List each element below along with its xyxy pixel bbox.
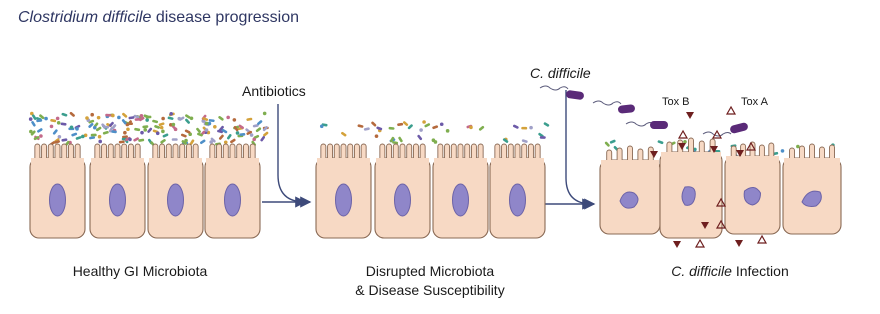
- epithelial-cell: [375, 144, 430, 238]
- tox-a-label: Tox A: [741, 96, 768, 108]
- stage-infection-species: C. difficile: [671, 263, 732, 279]
- healthy-epithelium: [29, 111, 269, 238]
- epithelial-cell: [783, 144, 841, 234]
- epithelial-cell: [205, 144, 260, 238]
- epithelial-cell: [490, 144, 545, 238]
- cell-nucleus: [744, 187, 760, 205]
- cell-nucleus: [510, 184, 526, 216]
- microbiota: [320, 120, 550, 144]
- epithelial-cell: [148, 144, 203, 238]
- cell-nucleus: [453, 184, 469, 216]
- stage-healthy-label: Healthy GI Microbiota: [72, 263, 208, 279]
- epithelial-cell: [725, 142, 780, 234]
- stage-disrupted-line1: Disrupted Microbiota: [365, 263, 495, 279]
- epithelial-cell: [30, 144, 85, 238]
- antibiotics-arrow: [278, 104, 305, 202]
- microbiota: [29, 111, 269, 147]
- tox-a-legend-marker: [727, 107, 735, 114]
- stage-disrupted-line2: & Disease Susceptibility: [355, 282, 505, 298]
- disrupted-epithelium: [316, 120, 550, 238]
- cell-nucleus: [395, 184, 411, 216]
- stage-infection-label: [620, 262, 840, 281]
- antibiotics-label: Antibiotics: [242, 83, 306, 99]
- stage-infection-rest: Infection: [735, 263, 789, 279]
- cell-nucleus: [225, 184, 241, 216]
- epithelial-cell: [660, 138, 722, 238]
- title-rest: disease progression: [155, 9, 300, 26]
- tox-b-label: Tox B: [662, 96, 690, 108]
- title-species: Clostridium difficile: [18, 9, 152, 26]
- cell-nucleus: [168, 184, 184, 216]
- cdiff-bacteria: [540, 86, 749, 136]
- stage-disrupted-label: [320, 262, 540, 300]
- epithelial-cell: [316, 144, 371, 238]
- cell-nucleus: [682, 187, 695, 206]
- epithelial-cell: [600, 146, 660, 234]
- epithelial-cell: [433, 144, 488, 238]
- epithelial-cell: [90, 144, 145, 238]
- cdiff-arrow: [566, 90, 592, 204]
- cell-nucleus: [50, 184, 66, 216]
- cell-nucleus: [110, 184, 126, 216]
- cell-nucleus: [336, 184, 352, 216]
- cdiff-label: C. difficile: [530, 65, 591, 81]
- tox-b-legend-marker: [686, 112, 694, 119]
